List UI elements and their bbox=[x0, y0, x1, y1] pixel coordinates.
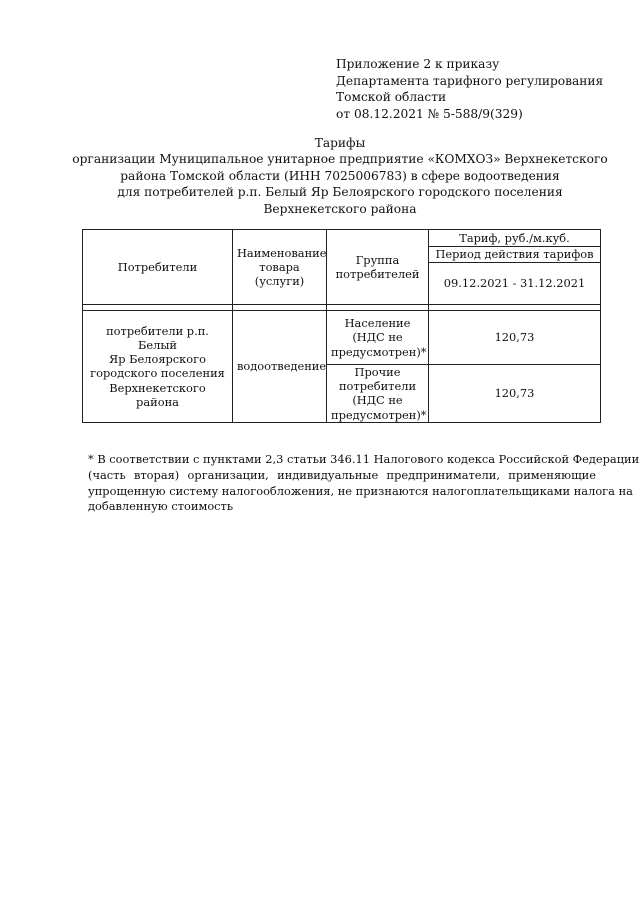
header-group-label: Группа bbox=[355, 252, 400, 267]
header-product bbox=[233, 230, 327, 305]
appendix-reference bbox=[336, 56, 626, 122]
title-line: для потребителей р.п. Белый Яр Белоярского городского поселения bbox=[117, 185, 563, 200]
title-line: района Томской области (ИНН 7025006783) в сфере водоотведения bbox=[120, 168, 560, 183]
group-text: (НДС не bbox=[352, 393, 403, 408]
group-text: Прочие bbox=[354, 365, 401, 379]
consumer-cell bbox=[83, 311, 233, 423]
group-text: потребители bbox=[338, 379, 417, 394]
service-text: водоотведение bbox=[237, 359, 327, 374]
footnote-line: добавленную стоимость bbox=[88, 499, 234, 514]
header-tariff bbox=[429, 230, 601, 247]
group-text: Население bbox=[344, 316, 411, 331]
group-text: предусмотрен)* bbox=[331, 407, 427, 422]
footnote-line: упрощенную систему налогообложения, не признаются налогоплательщиками налога на bbox=[88, 483, 633, 498]
footnote-line: (часть вторая) организации, индивидуальные предприниматели, применяющие bbox=[88, 467, 596, 482]
consumer-text: Верхнекетского района bbox=[109, 380, 206, 409]
tariff-value: 120,73 bbox=[494, 330, 535, 345]
header-product-label: товара bbox=[259, 259, 300, 274]
tariff-value: 120,73 bbox=[494, 386, 535, 401]
title-line: Верхнекетского района bbox=[263, 201, 417, 216]
header-tariff-label: Тариф, руб./м.куб. bbox=[459, 230, 570, 245]
consumer-text: Яр Белоярского bbox=[109, 352, 206, 367]
group-cell bbox=[327, 365, 429, 423]
header-group bbox=[327, 230, 429, 305]
header-consumers bbox=[83, 230, 233, 305]
group-cell bbox=[327, 311, 429, 365]
table-row bbox=[83, 311, 601, 365]
appendix-order-number: от 08.12.2021 № 5-588/9(329) bbox=[336, 106, 523, 121]
footnote-line: * В соответствии с пунктами 2,3 статьи 346.11 Налогового кодекса Российской Федерации bbox=[88, 452, 640, 466]
tariff-table bbox=[82, 229, 601, 423]
group-text: предусмотрен)* bbox=[331, 344, 427, 359]
header-period-label: Период действия тарифов bbox=[435, 247, 594, 262]
title-line: организации Муниципальное унитарное предприятие «КОМХОЗ» Верхнекетского bbox=[72, 152, 608, 167]
appendix-line: Приложение 2 к приказу bbox=[336, 57, 500, 71]
tariff-cell bbox=[429, 311, 601, 365]
table-header-row bbox=[83, 230, 601, 247]
appendix-line: Томской области bbox=[336, 90, 447, 104]
header-period bbox=[429, 247, 601, 263]
header-product-label: Наименование bbox=[237, 245, 327, 260]
appendix-line: Департамента тарифного регулирования bbox=[336, 73, 604, 88]
service-cell bbox=[233, 311, 327, 423]
consumer-text: потребители р.п. Белый bbox=[106, 323, 209, 352]
tariff-cell bbox=[429, 365, 601, 423]
consumer-text: городского поселения bbox=[90, 366, 225, 381]
footnote bbox=[88, 452, 640, 515]
header-group-label: потребителей bbox=[335, 267, 420, 281]
header-product-label: (услуги) bbox=[254, 274, 305, 289]
title-heading: Тарифы bbox=[314, 136, 366, 150]
period-value: 09.12.2021 - 31.12.2021 bbox=[443, 276, 586, 291]
header-period-value bbox=[429, 263, 601, 305]
header-consumers-label: Потребители bbox=[117, 259, 198, 274]
document-title bbox=[70, 135, 610, 217]
group-text: (НДС не bbox=[352, 330, 403, 345]
